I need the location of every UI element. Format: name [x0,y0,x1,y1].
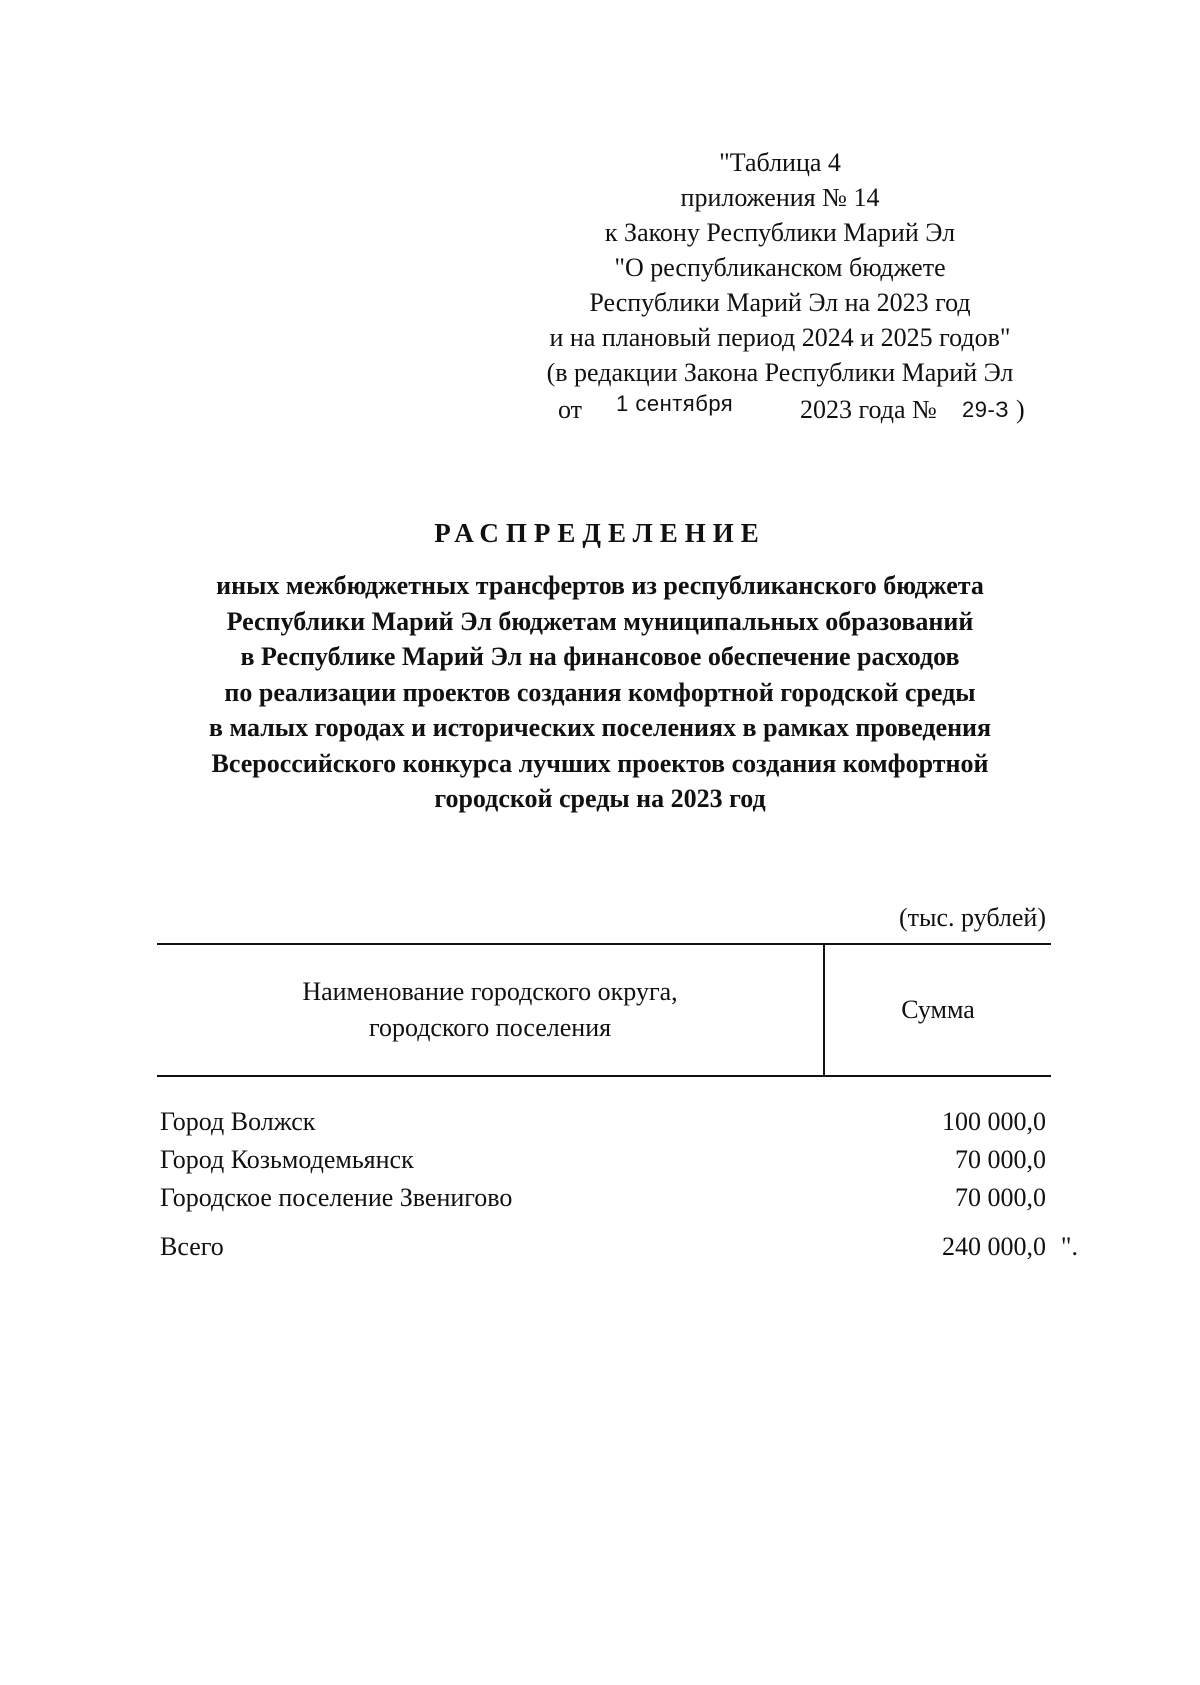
date-year: 2023 года № [800,395,937,424]
column-header-name [157,945,825,1075]
document-title: РАСПРЕДЕЛЕНИЕ [434,518,766,548]
date-close: ) [1016,395,1025,424]
row-value: 70 000,0 [955,1183,1046,1212]
column-header-sum: Сумма [901,995,975,1024]
units-label: (тыс. рублей) [898,903,1046,932]
table-row [160,1103,1046,1141]
table-body [160,1103,1046,1217]
row-value: 70 000,0 [955,1145,1046,1174]
subtitle-line: в малых городах и исторических поселениях в рамках проведения [208,713,992,742]
subtitle-line: городской среды на 2023 год [434,784,766,813]
total-value: 240 000,0 [942,1232,1046,1261]
document-subtitle [100,568,1100,817]
date-prefix: от [558,395,583,424]
row-name: Городское поселение Звенигово [160,1183,513,1212]
header-line: Республики Марий Эл на 2023 год [589,288,971,317]
appendix-reference [500,145,1060,425]
header-line: приложения № 14 [680,183,880,212]
date-day-month: 1 сентября [616,391,734,416]
header-line: "Таблица 4 [719,148,841,177]
table-row [160,1141,1046,1179]
subtitle-line: иных межбюджетных трансфертов из республиканского бюджета [216,571,984,600]
subtitle-line: Всероссийского конкурса лучших проектов создания комфортной [211,748,989,778]
column-header-name-line: городского поселения [368,1013,612,1042]
law-date-line [500,390,1060,425]
row-value: 100 000,0 [942,1107,1046,1136]
column-header-name-line: Наименование городского округа, [302,977,678,1006]
table-header [157,943,1051,1077]
closing-quote: ". [1060,1232,1078,1261]
header-line: (в редакции Закона Республики Марий Эл [546,358,1014,387]
subtitle-line: в Республике Марий Эл на финансовое обеспечение расходов [240,642,960,671]
law-number: 29-З [962,397,1010,422]
subtitle-line: по реализации проектов создания комфортной городской среды [224,677,976,707]
row-name: Город Козьмодемьянск [160,1145,414,1174]
header-line: к Закону Республики Марий Эл [604,218,956,247]
total-row [160,1228,1086,1266]
subtitle-line: Республики Марий Эл бюджетам муниципальных образований [226,606,974,636]
total-label: Всего [160,1232,224,1261]
row-name: Город Волжск [160,1107,316,1136]
header-line: "О республиканском бюджете [614,253,946,282]
header-line: и на плановый период 2024 и 2025 годов" [549,323,1011,352]
table-row [160,1179,1046,1217]
